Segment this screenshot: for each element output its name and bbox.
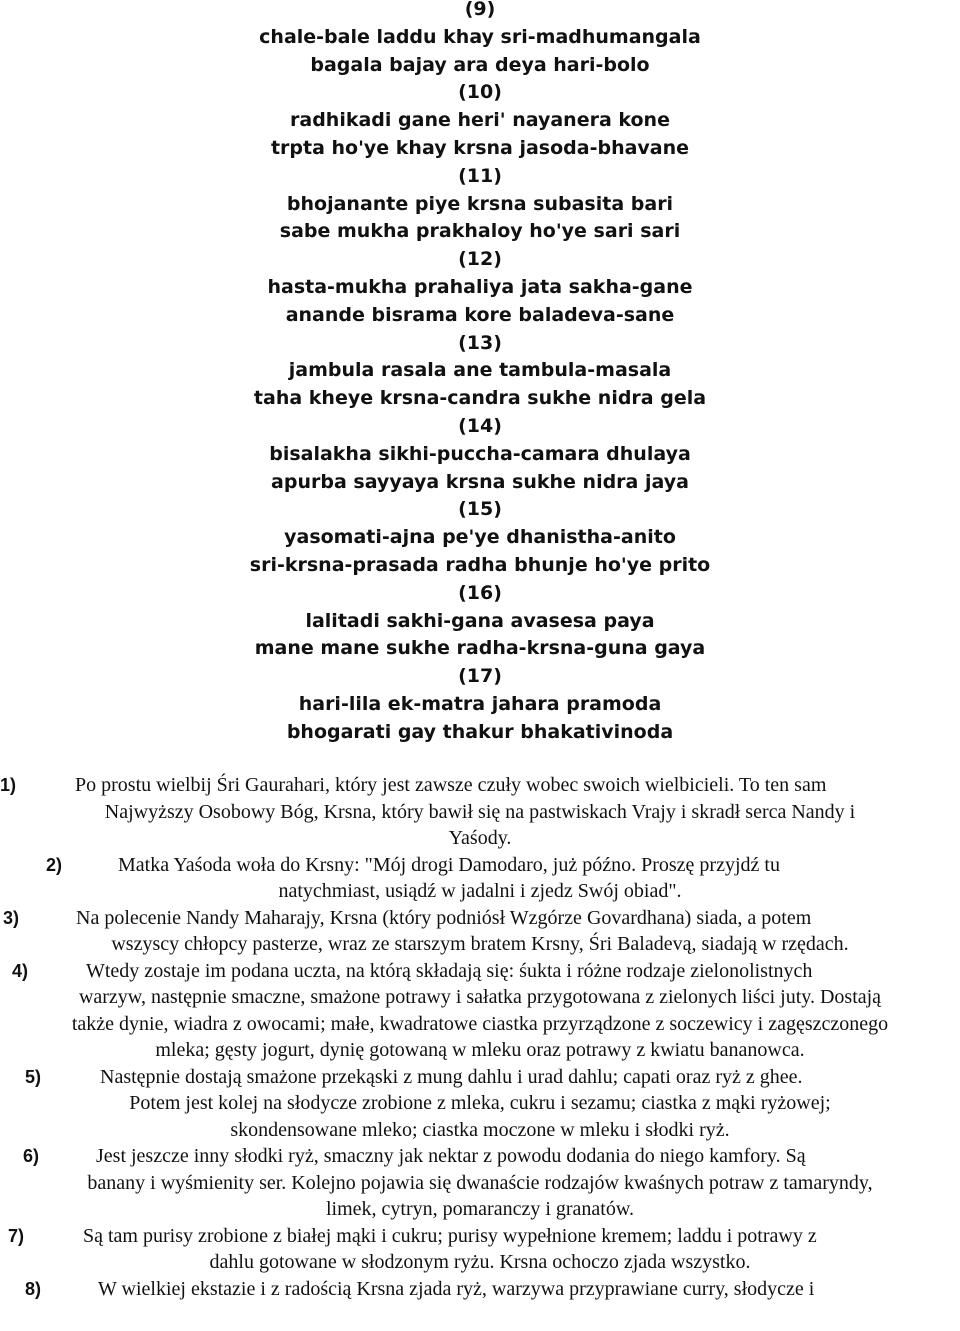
- verse-line: apurba sayyaya krsna sukhe nidra jaya: [271, 470, 689, 493]
- translation-paragraph-2: [0, 852, 960, 879]
- translation-paragraph-3: [0, 905, 960, 932]
- verse-line: jambula rasala ane tambula-masala: [288, 359, 672, 382]
- paragraph-text: Matka Yaśoda woła do Krsny: "Mój drogi Damodaro, już późno. Proszę przyjdź tu: [118, 853, 780, 876]
- translation-paragraph-7: [0, 1223, 960, 1250]
- verse-number: (9): [464, 0, 496, 20]
- paragraph-text: W wielkiej ekstazie i z radością Krsna zjada ryż, warzywa przyprawiane curry, słodycze i: [98, 1277, 815, 1300]
- paragraph-text: Yaśody.: [448, 827, 512, 849]
- verse-line: radhikadi gane heri' nayanera kone: [290, 109, 670, 132]
- paragraph-text: natychmiast, usiądź w jadalni i zjedz Swój obiad".: [278, 880, 682, 902]
- paragraph-text: Po prostu wielbij Śri Gaurahari, który jest zawsze czuły wobec swoich wielbicieli. To ten sam: [75, 774, 827, 796]
- verse-line: bhogarati gay thakur bhakativinoda: [286, 720, 674, 743]
- paragraph-text: skondensowane mleko; ciastka moczone w mleku i słodki ryż.: [230, 1118, 730, 1141]
- verse-line: bhojanante piye krsna subasita bari: [286, 192, 674, 215]
- verse-line: sabe mukha prakhaloy ho'ye sari sari: [279, 220, 681, 243]
- verse-line: anande bisrama kore baladeva-sane: [285, 303, 675, 326]
- verse-line: chale-bale laddu khay sri-madhumangala: [259, 25, 701, 48]
- paragraph-text: także dynie, wiadra z owocami; małe, kwadratowe ciastka przyrządzone z soczewicy i zagęszczonego: [71, 1012, 889, 1035]
- paragraph-number: 5): [25, 1066, 42, 1087]
- verse-line: mane mane sukhe radha-krsna-guna gaya: [254, 637, 706, 660]
- paragraph-number: 6): [23, 1146, 40, 1166]
- verse-number: (14): [458, 414, 502, 437]
- paragraph-number: 8): [25, 1278, 42, 1299]
- paragraph-text: mleka; gęsty jogurt, dynię gotowaną w mleku oraz potrawy z kwiatu bananowca.: [155, 1039, 805, 1061]
- paragraph-number: 3): [3, 907, 20, 928]
- paragraph-text: Wtedy zostaje im podana uczta, na którą składają się: śukta i różne rodzaje zielonolistnych: [86, 959, 813, 982]
- verse-number: (13): [458, 331, 502, 354]
- paragraph-number: 7): [8, 1225, 25, 1246]
- paragraph-text: Są tam purisy zrobione z białej mąki i cukru; purisy wypełnione kremem; laddu i potrawy z: [83, 1224, 817, 1247]
- translation-paragraph-4: [0, 958, 960, 985]
- verse-line: hari-lila ek-matra jahara pramoda: [298, 692, 662, 715]
- paragraph-text: dahlu gotowane w słodzonym ryżu. Krsna ochoczo zjada wszystko.: [209, 1251, 751, 1273]
- verse-line: bagala bajay ara deya hari-bolo: [310, 53, 650, 76]
- verse-number: (15): [458, 498, 502, 521]
- paragraph-text: warzyw, następnie smaczne, smażone potrawy i sałatka przygotowana z zielonych liści juty. Dostają: [78, 986, 882, 1008]
- verse-line: bisalakha sikhi-puccha-camara dhulaya: [269, 442, 691, 465]
- verse-line: sri-krsna-prasada radha bhunje ho'ye prito: [249, 553, 711, 576]
- translation-paragraph-1: [0, 772, 960, 799]
- paragraph-text: banany i wyśmienity ser. Kolejno pojawia się dwanaście rodzajów kwaśnych potraw z tamaryndy,: [87, 1171, 873, 1194]
- paragraph-text: limek, cytryn, pomaranczy i granatów.: [325, 1198, 635, 1220]
- translation-paragraph-5: [0, 1064, 960, 1091]
- verse-line: lalitadi sakhi-gana avasesa paya: [305, 609, 655, 632]
- verse-line: taha kheye krsna-candra sukhe nidra gela: [253, 387, 707, 410]
- paragraph-number: 2): [46, 854, 63, 875]
- verse-line: hasta-mukha prahaliya jata sakha-gane: [267, 275, 693, 298]
- verse-number: (10): [458, 81, 502, 104]
- verse-number: (17): [458, 665, 502, 688]
- verse-line: trpta ho'ye khay krsna jasoda-bhavane: [270, 136, 690, 159]
- translation-paragraph-8: [0, 1276, 960, 1303]
- translation-block: [0, 772, 960, 1302]
- paragraph-text: Najwyższy Osobowy Bóg, Krsna, który bawił się na pastwiskach Vrajy i skradł serca Nandy i: [104, 800, 856, 823]
- paragraph-number: 4): [12, 960, 29, 981]
- translation-paragraph-6: [0, 1143, 960, 1170]
- paragraph-text: wszyscy chłopcy pasterze, wraz ze starszym bratem Krsny, Śri Baladevą, siadają w rzędach.: [111, 933, 849, 955]
- paragraph-text: Na polecenie Nandy Maharajy, Krsna (który podniósł Wzgórze Govardhana) siada, a potem: [76, 906, 812, 929]
- verse-number: (11): [458, 164, 502, 187]
- verse-number: (12): [458, 248, 502, 271]
- verse-line: yasomati-ajna pe'ye dhanistha-anito: [284, 526, 676, 549]
- paragraph-text: Jest jeszcze inny słodki ryż, smaczny jak nektar z powodu dodania do niego kamfory. Są: [96, 1145, 806, 1167]
- paragraph-text: Następnie dostają smażone przekąski z mung dahlu i urad dahlu; capati oraz ryż z ghee.: [100, 1065, 803, 1088]
- verse-number: (16): [458, 581, 502, 604]
- paragraph-number: 1): [0, 775, 17, 795]
- paragraph-text: Potem jest kolej na słodycze zrobione z mleka, cukru i sezamu; ciastka z mąki ryżowej;: [129, 1092, 831, 1114]
